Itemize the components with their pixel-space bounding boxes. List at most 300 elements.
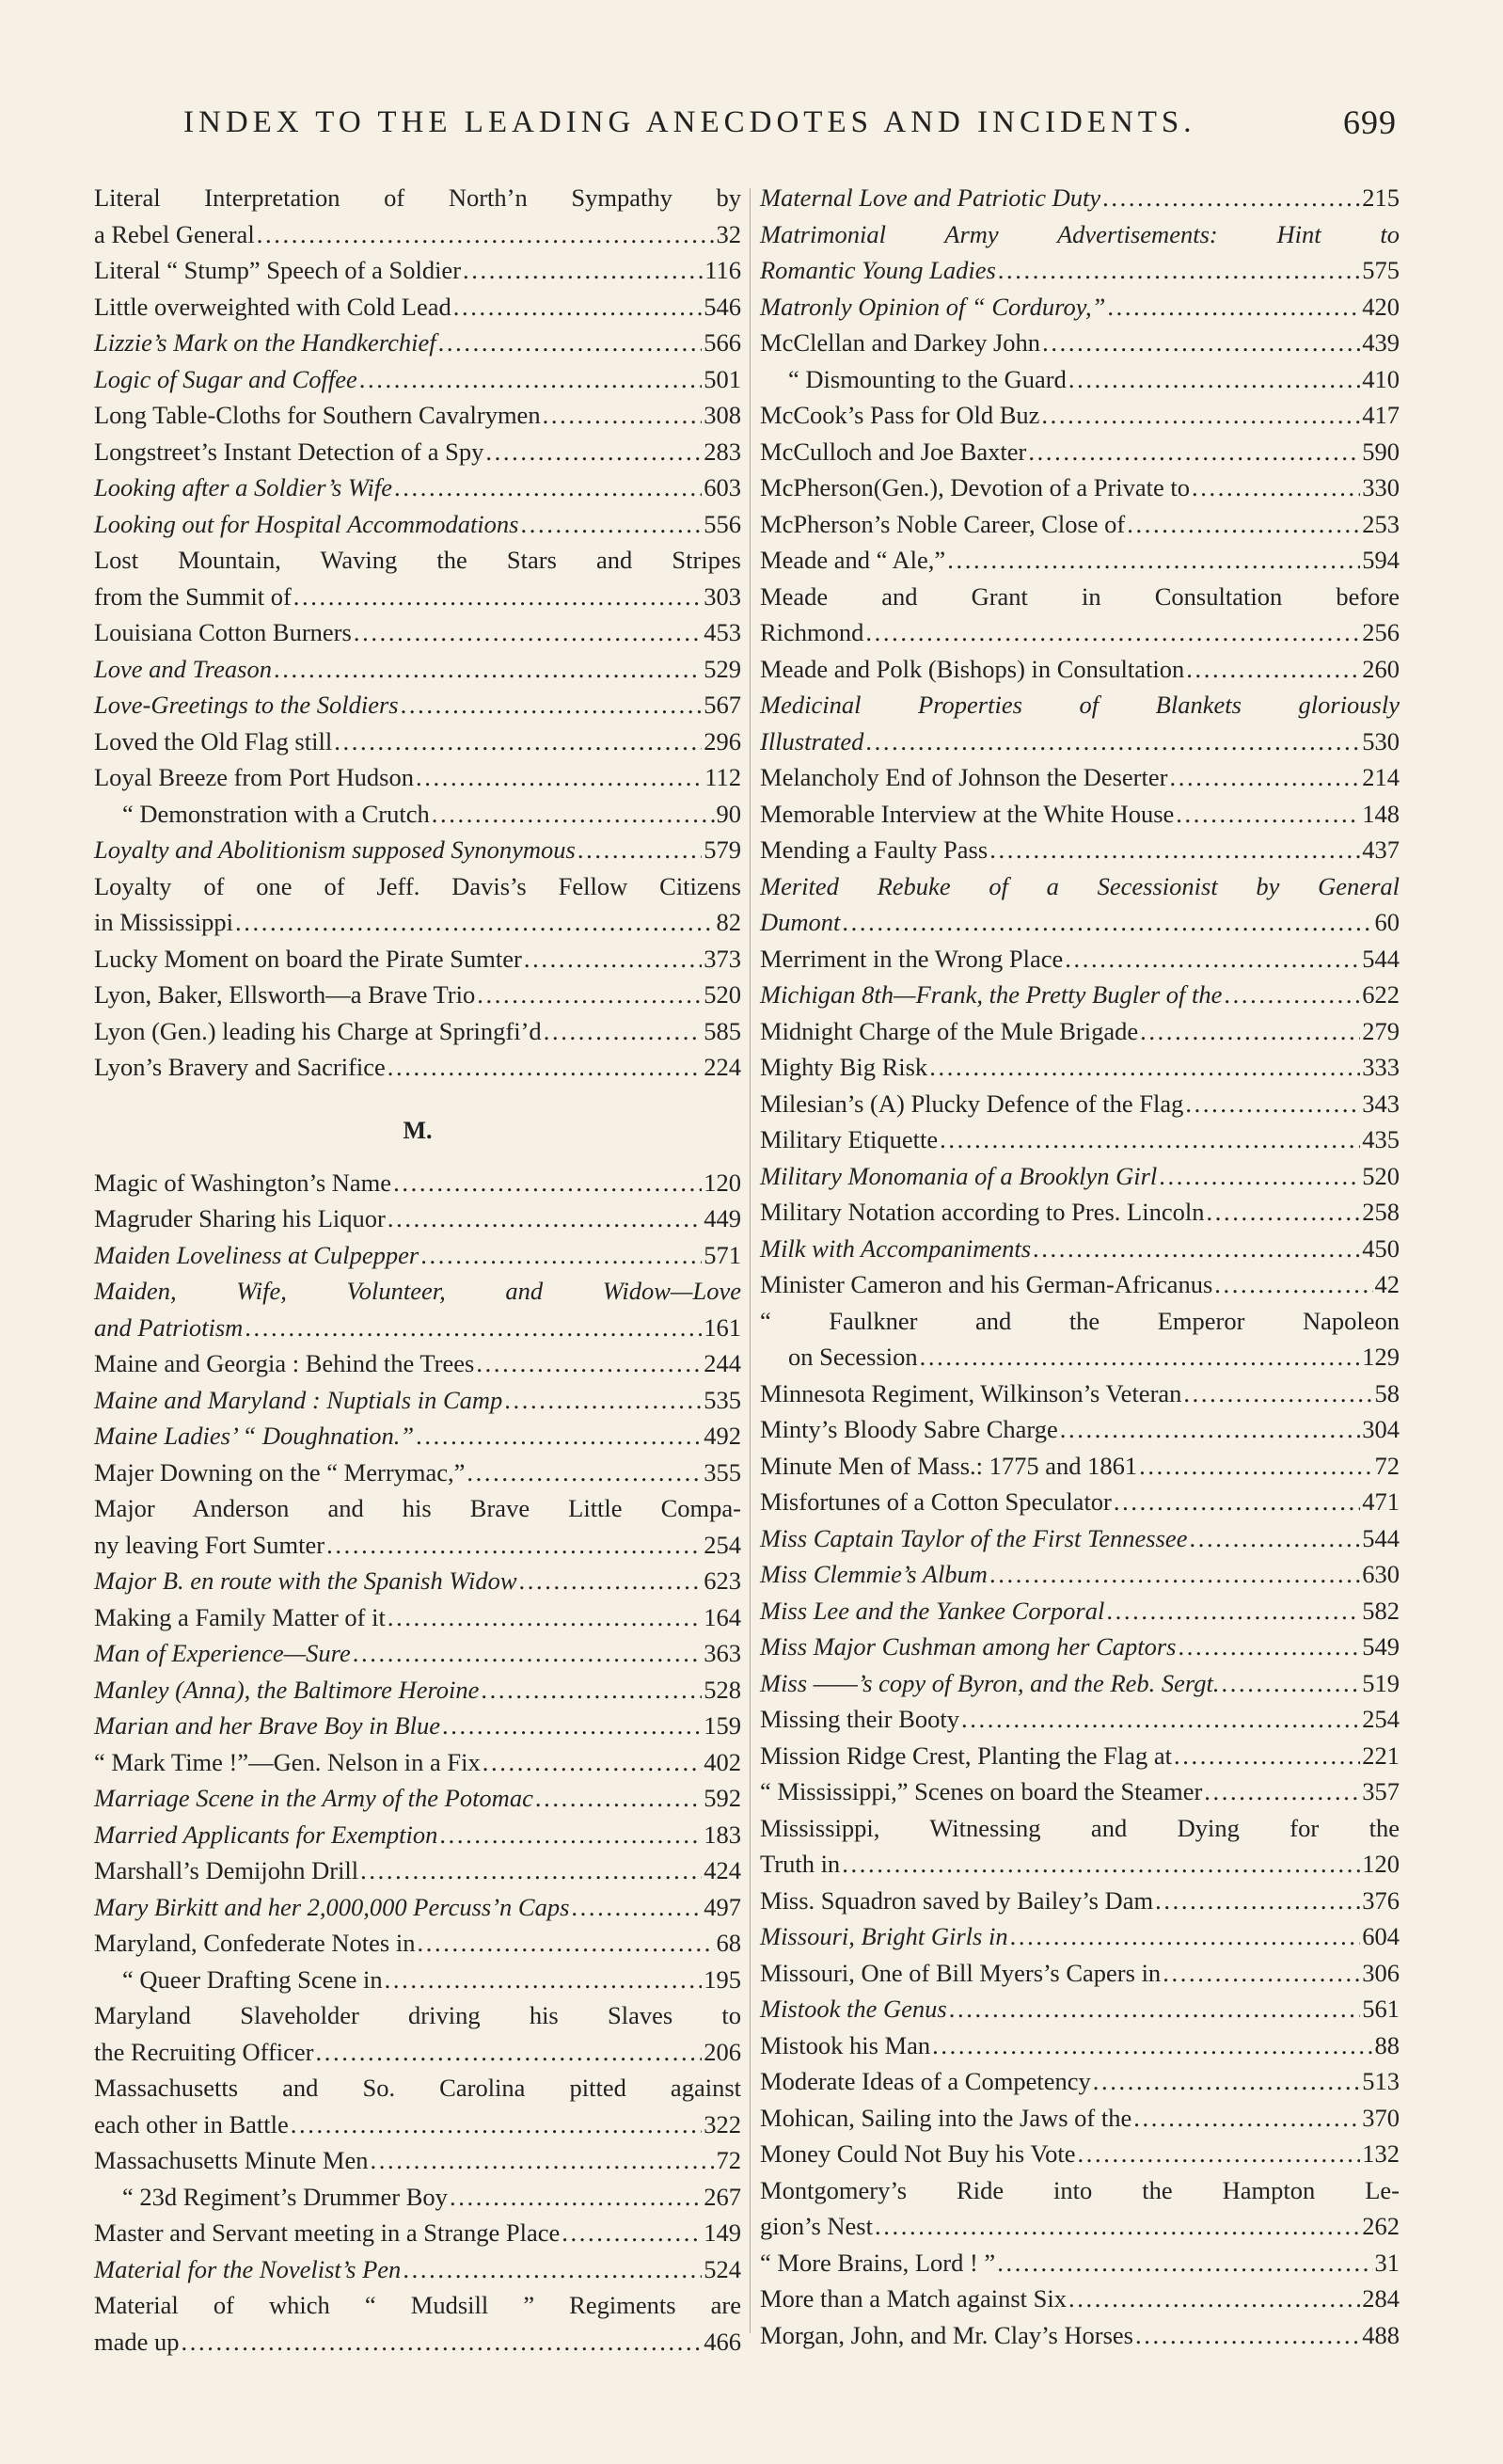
entry-title: Miss ——’s copy of Byron, and the Reb. Sergt.	[760, 1668, 1220, 1697]
index-entry	[94, 977, 741, 1013]
leader-dots	[485, 434, 702, 470]
entry-title-line: “ Faulkner and the Emperor Napoleon	[760, 1306, 1400, 1335]
index-entry	[760, 2027, 1400, 2064]
index-entry	[94, 434, 741, 470]
leader-dots	[438, 325, 703, 361]
entry-page-number: 528	[704, 1675, 741, 1704]
index-entry	[94, 2287, 741, 2360]
leader-dots	[1139, 1448, 1372, 1485]
entry-title: Marian and her Brave Boy in Blue	[94, 1711, 440, 1740]
entry-title: Lyon (Gen.) leading his Charge at Springfi’d	[94, 1016, 542, 1045]
index-entry	[760, 1883, 1400, 1919]
leader-dots	[524, 941, 702, 978]
index-entry	[94, 1049, 741, 1086]
entry-title-line: Medicinal Properties of Blankets gloriously	[760, 691, 1400, 719]
entry-title: Maine Ladies’ “ Doughnation.”	[94, 1422, 415, 1450]
entry-page-number: 221	[1362, 1741, 1400, 1770]
leader-dots	[245, 1310, 702, 1346]
leader-dots	[393, 1165, 702, 1201]
leader-dots	[291, 2106, 702, 2143]
entry-page-number: 449	[704, 1204, 741, 1232]
entry-page-number: 501	[704, 364, 741, 393]
entry-title: Mistook his Man	[760, 2030, 931, 2059]
entry-page-number: 256	[1362, 618, 1400, 646]
leader-dots	[257, 216, 715, 253]
leader-dots	[989, 832, 1360, 868]
index-entry	[760, 1918, 1400, 1955]
leader-dots	[543, 397, 703, 434]
leader-dots	[1041, 397, 1360, 434]
leader-dots	[1140, 1013, 1360, 1050]
entry-title: Meade and Polk (Bishops) in Consultation	[760, 654, 1185, 683]
leader-dots	[416, 1418, 702, 1455]
index-entry	[94, 1672, 741, 1709]
entry-title: Missouri, Bright Girls in	[760, 1922, 1008, 1950]
entry-page-number: 60	[1374, 908, 1400, 936]
index-entry	[760, 2317, 1400, 2354]
entry-title: Mending a Faulty Pass	[760, 835, 989, 864]
entry-page-number: 206	[704, 2037, 741, 2066]
index-entry	[760, 216, 1400, 289]
index-entry	[94, 687, 741, 723]
leader-dots	[1065, 941, 1360, 978]
leader-dots	[463, 252, 703, 289]
leader-dots	[940, 1121, 1360, 1158]
leader-dots	[1127, 506, 1360, 543]
entry-page-number: 556	[704, 509, 741, 538]
entry-title: Maine and Maryland : Nuptials in Camp	[94, 1385, 503, 1414]
index-entry	[760, 1556, 1400, 1593]
entry-title-line: Mississippi, Witnessing and Dying for the	[760, 1813, 1400, 1842]
entry-title: Marshall’s Demijohn Drill	[94, 1856, 359, 1884]
entry-title-line: Montgomery’s Ride into the Hampton Le-	[760, 2175, 1400, 2204]
entry-title: gion’s Nest	[760, 2212, 873, 2240]
index-entry	[760, 180, 1400, 216]
entry-title-line: Major Anderson and his Brave Little Compa-	[94, 1494, 741, 1522]
leader-dots	[1204, 1773, 1360, 1810]
entry-page-number: 343	[1362, 1089, 1400, 1118]
entry-page-number: 82	[716, 908, 741, 936]
entry-page-number: 546	[704, 292, 741, 321]
leader-dots	[1178, 1629, 1360, 1665]
entry-page-number: 524	[704, 2254, 741, 2283]
leader-dots	[949, 1991, 1361, 2027]
entry-page-number: 453	[704, 618, 741, 646]
index-entry	[94, 1563, 741, 1599]
entry-page-number: 132	[1362, 2139, 1400, 2168]
entry-title-line: Material of which “ Mudsill ” Regiments are	[94, 2291, 741, 2319]
leader-dots	[1206, 1194, 1360, 1231]
index-entry	[94, 289, 741, 326]
leader-dots	[1163, 1955, 1360, 1992]
index-list-m-continued	[760, 180, 1400, 2353]
index-entry	[94, 2142, 741, 2179]
entry-page-number: 513	[1362, 2067, 1400, 2095]
entry-page-number: 116	[704, 256, 741, 284]
page-number: 699	[1343, 103, 1397, 141]
index-entry	[760, 1121, 1400, 1158]
leader-dots	[544, 1013, 703, 1050]
leader-dots	[1176, 796, 1360, 833]
entry-page-number: 303	[704, 581, 741, 611]
entry-title-line: Merited Rebuke of a Secessionist by General	[760, 871, 1400, 900]
entry-title: Miss Captain Taylor of the First Tennessee	[760, 1523, 1188, 1552]
leader-dots	[929, 1049, 1360, 1086]
index-entry	[760, 2281, 1400, 2317]
entry-title: Magic of Washington’s Name	[94, 1168, 392, 1197]
index-entry	[760, 832, 1400, 868]
leader-dots	[997, 2245, 1372, 2281]
leader-dots	[1174, 1738, 1360, 1774]
leader-dots	[1159, 1158, 1360, 1195]
entry-title: Midnight Charge of the Mule Brigade	[760, 1016, 1139, 1045]
entry-title: Love-Greetings to the Soldiers	[94, 691, 399, 719]
leader-dots	[865, 614, 1360, 651]
index-entry	[760, 1773, 1400, 1810]
entry-title: Richmond	[760, 618, 864, 646]
leader-dots	[354, 614, 702, 651]
entry-page-number: 579	[704, 835, 741, 864]
index-entry	[94, 180, 741, 252]
entry-page-number: 622	[1362, 980, 1400, 1009]
entry-title: Mohican, Sailing into the Jaws of the	[760, 2103, 1132, 2132]
leader-dots	[1183, 1375, 1372, 1412]
entry-page-number: 283	[704, 437, 741, 466]
entry-title: “ Mississippi,” Scenes on board the Steamer	[760, 1777, 1203, 1805]
leader-dots	[989, 1556, 1360, 1593]
index-entry	[94, 796, 741, 833]
leader-dots	[360, 1852, 702, 1889]
leader-dots	[1192, 469, 1360, 506]
entry-title: McPherson(Gen.), Devotion of a Private to	[760, 473, 1191, 501]
entry-title: Lizzie’s Mark on the Handkerchief	[94, 328, 436, 357]
leader-dots	[293, 579, 702, 615]
entry-title: Looking after a Soldier’s Wife	[94, 473, 393, 501]
entry-title: Miss Clemmie’s Album	[760, 1560, 988, 1588]
entry-title: “ Mark Time !”—Gen. Nelson in a Fix	[94, 1747, 481, 1776]
entry-title: “ Queer Drafting Scene in	[122, 1964, 383, 1994]
entry-page-number: 370	[1362, 2103, 1400, 2132]
leader-dots	[326, 1527, 702, 1564]
leader-dots	[1224, 977, 1360, 1013]
entry-title: Major B. en route with the Spanish Widow	[94, 1566, 517, 1595]
index-entry	[94, 1345, 741, 1382]
entry-title: Military Etiquette	[760, 1125, 939, 1153]
leader-dots	[1042, 325, 1360, 361]
index-list-l	[94, 180, 741, 1086]
leader-dots	[385, 1962, 703, 1998]
index-entry	[760, 2136, 1400, 2172]
entry-title: Magruder Sharing his Liquor	[94, 1204, 386, 1232]
entry-title: Maryland, Confederate Notes in	[94, 1929, 416, 1957]
entry-page-number: 161	[704, 1312, 741, 1342]
leader-dots	[453, 289, 703, 326]
entry-page-number: 582	[1362, 1596, 1400, 1625]
entry-title: Minty’s Bloody Sabre Charge	[760, 1415, 1058, 1443]
entry-page-number: 519	[1362, 1668, 1400, 1697]
index-entry	[94, 1455, 741, 1491]
entry-page-number: 149	[704, 2218, 741, 2247]
entry-title: Maine and Georgia : Behind the Trees	[94, 1349, 475, 1377]
index-entry	[760, 1411, 1400, 1448]
leader-dots	[416, 759, 703, 796]
index-entry	[760, 1484, 1400, 1520]
index-entry	[760, 397, 1400, 434]
index-entry	[760, 579, 1400, 651]
entry-title: Lyon, Baker, Ellsworth—a Brave Trio	[94, 980, 476, 1009]
index-entry	[94, 1962, 741, 1998]
entry-page-number: 164	[704, 1602, 741, 1631]
entry-title: a Rebel General	[94, 219, 255, 248]
leader-dots	[235, 904, 714, 941]
index-entry	[760, 1303, 1400, 1375]
entry-title: on Secession	[788, 1343, 918, 1371]
leader-dots	[535, 1780, 702, 1817]
entry-title: Moderate Ideas of a Competency	[760, 2067, 1091, 2095]
leader-dots	[401, 687, 703, 723]
leader-dots	[1133, 2100, 1360, 2137]
entry-page-number: 253	[1362, 509, 1400, 538]
index-entry	[94, 868, 741, 941]
entry-page-number: 402	[704, 1747, 741, 1776]
entry-title: Longstreet’s Instant Detection of a Spy	[94, 437, 484, 466]
entry-title: Majer Downing on the “ Merrymac,”	[94, 1457, 466, 1486]
leader-dots	[577, 832, 702, 868]
entry-page-number: 604	[1362, 1922, 1400, 1950]
running-title: INDEX TO THE LEADING ANECDOTES AND INCIDENTS.	[183, 105, 1196, 139]
entry-page-number: 260	[1362, 654, 1400, 683]
entry-title: Making a Family Matter of it	[94, 1602, 386, 1631]
entry-title: Military Notation according to Pres. Lincoln	[760, 1198, 1205, 1226]
entry-page-number: 120	[1362, 1850, 1400, 1878]
entry-page-number: 603	[704, 473, 741, 501]
entry-title-line: Massachusetts and So. Carolina pitted against	[94, 2074, 741, 2102]
entry-title: Milesian’s (A) Plucky Defence of the Flag	[760, 1089, 1184, 1118]
entry-title: Mary Birkitt and her 2,000,000 Percuss’n Caps	[94, 1892, 570, 1921]
entry-page-number: 566	[704, 328, 741, 357]
entry-title: “ 23d Regiment’s Drummer Boy	[122, 2182, 448, 2211]
leader-dots	[476, 1345, 702, 1382]
entry-page-number: 262	[1362, 2212, 1400, 2240]
entry-page-number: 129	[1362, 1343, 1400, 1371]
entry-page-number: 623	[704, 1566, 741, 1595]
leader-dots	[875, 2208, 1360, 2245]
leader-dots	[1102, 180, 1360, 216]
entry-title: Looking out for Hospital Accommodations	[94, 509, 519, 538]
leader-dots	[1107, 289, 1360, 326]
index-entry	[760, 1955, 1400, 1992]
entry-page-number: 590	[1362, 437, 1400, 466]
entry-page-number: 544	[1362, 1523, 1400, 1552]
leader-dots	[388, 1200, 702, 1237]
entry-page-number: 224	[704, 1053, 741, 1081]
index-entry	[94, 1013, 741, 1050]
entry-title: Manley (Anna), the Baltimore Heroine	[94, 1675, 480, 1704]
leader-dots	[842, 904, 1372, 941]
index-entry	[94, 941, 741, 978]
index-entry	[94, 614, 741, 651]
index-entry	[760, 1448, 1400, 1485]
entry-page-number: 42	[1374, 1270, 1400, 1298]
index-entry	[760, 1375, 1400, 1412]
entry-title: Married Applicants for Exemption	[94, 1820, 438, 1849]
index-entry	[760, 1266, 1400, 1303]
index-list-m	[94, 1165, 741, 2361]
index-entry	[760, 868, 1400, 941]
entry-title: McClellan and Darkey John	[760, 328, 1041, 357]
leader-dots	[182, 2324, 703, 2361]
entry-title: Missing their Booty	[760, 1705, 960, 1733]
leader-dots	[403, 2251, 702, 2288]
entry-page-number: 322	[704, 2109, 741, 2138]
index-entry	[760, 2172, 1400, 2245]
leader-dots	[334, 723, 702, 760]
entry-title: Misfortunes of a Cotton Speculator	[760, 1487, 1112, 1516]
entry-page-number: 417	[1362, 401, 1400, 429]
entry-page-number: 32	[716, 219, 741, 248]
index-entry	[94, 252, 741, 289]
entry-page-number: 215	[1362, 183, 1400, 212]
entry-page-number: 497	[704, 1892, 741, 1921]
index-entry	[94, 325, 741, 361]
entry-page-number: 254	[704, 1530, 741, 1559]
leader-dots	[450, 2179, 702, 2216]
entry-title-line: Literal Interpretation of North’n Sympathy by	[94, 183, 741, 212]
leader-dots	[481, 1672, 702, 1709]
leader-dots	[1077, 2136, 1360, 2172]
entry-title: Miss Major Cushman among her Captors	[760, 1632, 1177, 1661]
entry-page-number: 279	[1362, 1016, 1400, 1045]
entry-page-number: 357	[1362, 1777, 1400, 1805]
page-header	[183, 99, 1397, 146]
entry-title-line: Loyalty of one of Jeff. Davis’s Fellow Citizens	[94, 871, 741, 900]
leader-dots	[353, 1635, 702, 1672]
index-entry	[94, 2179, 741, 2216]
entry-page-number: 112	[704, 763, 741, 791]
leader-dots	[388, 1049, 702, 1086]
index-entry	[94, 2215, 741, 2251]
entry-page-number: 567	[704, 691, 741, 719]
entry-page-number: 330	[1362, 473, 1400, 501]
index-entry	[760, 759, 1400, 796]
index-entry	[760, 506, 1400, 543]
entry-page-number: 561	[1362, 1995, 1400, 2023]
entry-title: Marriage Scene in the Army of the Potomac	[94, 1784, 533, 1812]
entry-title: in Mississippi	[94, 908, 234, 936]
index-entry	[760, 651, 1400, 688]
leader-dots	[483, 1744, 703, 1781]
entry-title: “ More Brains, Lord ! ”	[760, 2248, 996, 2277]
entry-title: Miss. Squadron saved by Bailey’s Dam	[760, 1885, 1154, 1915]
entry-title: Loyalty and Abolitionism supposed Synonymous	[94, 835, 576, 864]
entry-title: Lyon’s Bravery and Sacrifice	[94, 1053, 386, 1081]
entry-page-number: 159	[704, 1711, 741, 1740]
entry-page-number: 120	[704, 1168, 741, 1197]
entry-title: McCulloch and Joe Baxter	[760, 437, 1027, 466]
index-entry	[760, 289, 1400, 326]
entry-page-number: 148	[1362, 799, 1400, 828]
index-entry	[94, 723, 741, 760]
entry-title: “ Dismounting to the Guard	[788, 364, 1067, 393]
index-entry	[760, 2063, 1400, 2100]
entry-title: Meade and “ Ale,”	[760, 546, 946, 574]
leader-dots	[1185, 1086, 1360, 1122]
entry-title: Minister Cameron and his German-Africanus	[760, 1270, 1213, 1298]
entry-page-number: 58	[1374, 1378, 1400, 1407]
entry-title: Love and Treason	[94, 654, 272, 683]
entry-page-number: 363	[704, 1639, 741, 1667]
entry-title: Massachusetts Minute Men	[94, 2146, 369, 2174]
entry-page-number: 492	[704, 1422, 741, 1450]
entry-page-number: 450	[1362, 1233, 1400, 1263]
index-entry	[760, 1738, 1400, 1774]
leader-dots	[1093, 2063, 1361, 2100]
entry-page-number: 72	[1374, 1451, 1400, 1480]
leader-dots	[1189, 1520, 1360, 1557]
index-entry	[94, 1418, 741, 1455]
index-entry	[760, 1629, 1400, 1665]
leader-dots	[1186, 651, 1360, 688]
entry-page-number: 585	[704, 1016, 741, 1045]
index-entry	[94, 1817, 741, 1853]
index-entry	[760, 1086, 1400, 1122]
index-entry	[94, 542, 741, 614]
index-entry	[94, 1997, 741, 2070]
leader-dots	[1068, 2281, 1360, 2317]
index-entry	[760, 542, 1400, 579]
entry-page-number: 296	[704, 726, 741, 755]
entry-page-number: 355	[704, 1457, 741, 1486]
leader-dots	[274, 651, 702, 688]
entry-title: Truth in	[760, 1850, 841, 1878]
entry-title: Loyal Breeze from Port Hudson	[94, 763, 414, 791]
index-entry	[760, 1593, 1400, 1629]
entry-page-number: 284	[1362, 2284, 1400, 2313]
index-column-left	[94, 180, 741, 2360]
entry-title: the Recruiting Officer	[94, 2037, 314, 2066]
leader-dots	[520, 506, 702, 543]
leader-dots	[1214, 1266, 1372, 1303]
entry-page-number: 254	[1362, 1705, 1400, 1733]
entry-page-number: 72	[716, 2146, 741, 2174]
entry-title: Michigan 8th—Frank, the Pretty Bugler of the	[760, 980, 1223, 1009]
entry-page-number: 435	[1362, 1125, 1400, 1153]
index-entry	[94, 1889, 741, 1926]
entry-title: McPherson’s Noble Career, Close of	[760, 509, 1126, 538]
leader-dots	[477, 977, 702, 1013]
index-entry	[94, 397, 741, 434]
entry-title: McCook’s Pass for Old Buz	[760, 401, 1040, 429]
entry-page-number: 571	[704, 1240, 741, 1269]
index-entry	[760, 796, 1400, 833]
entry-title: Maiden Loveliness at Culpepper	[94, 1240, 419, 1269]
entry-title: Merriment in the Wrong Place	[760, 944, 1064, 973]
entry-title: Literal “ Stump” Speech of a Soldier	[94, 256, 462, 284]
entry-title: Memorable Interview at the White House	[760, 799, 1175, 828]
index-entry	[94, 1200, 741, 1237]
entry-title: More than a Match against Six	[760, 2284, 1068, 2313]
leader-dots	[1114, 1484, 1360, 1520]
entry-page-number: 214	[1362, 763, 1400, 791]
entry-page-number: 267	[704, 2182, 741, 2211]
entry-title: Romantic Young Ladies	[760, 256, 996, 284]
entry-title: Long Table-Cloths for Southern Cavalrymen	[94, 401, 541, 429]
index-column-right	[760, 180, 1400, 2353]
entry-title: ny leaving Fort Sumter	[94, 1530, 325, 1559]
entry-title-line: Matrimonial Army Advertisements: Hint to	[760, 219, 1400, 248]
index-entry	[94, 1165, 741, 1201]
entry-page-number: 471	[1362, 1487, 1400, 1516]
